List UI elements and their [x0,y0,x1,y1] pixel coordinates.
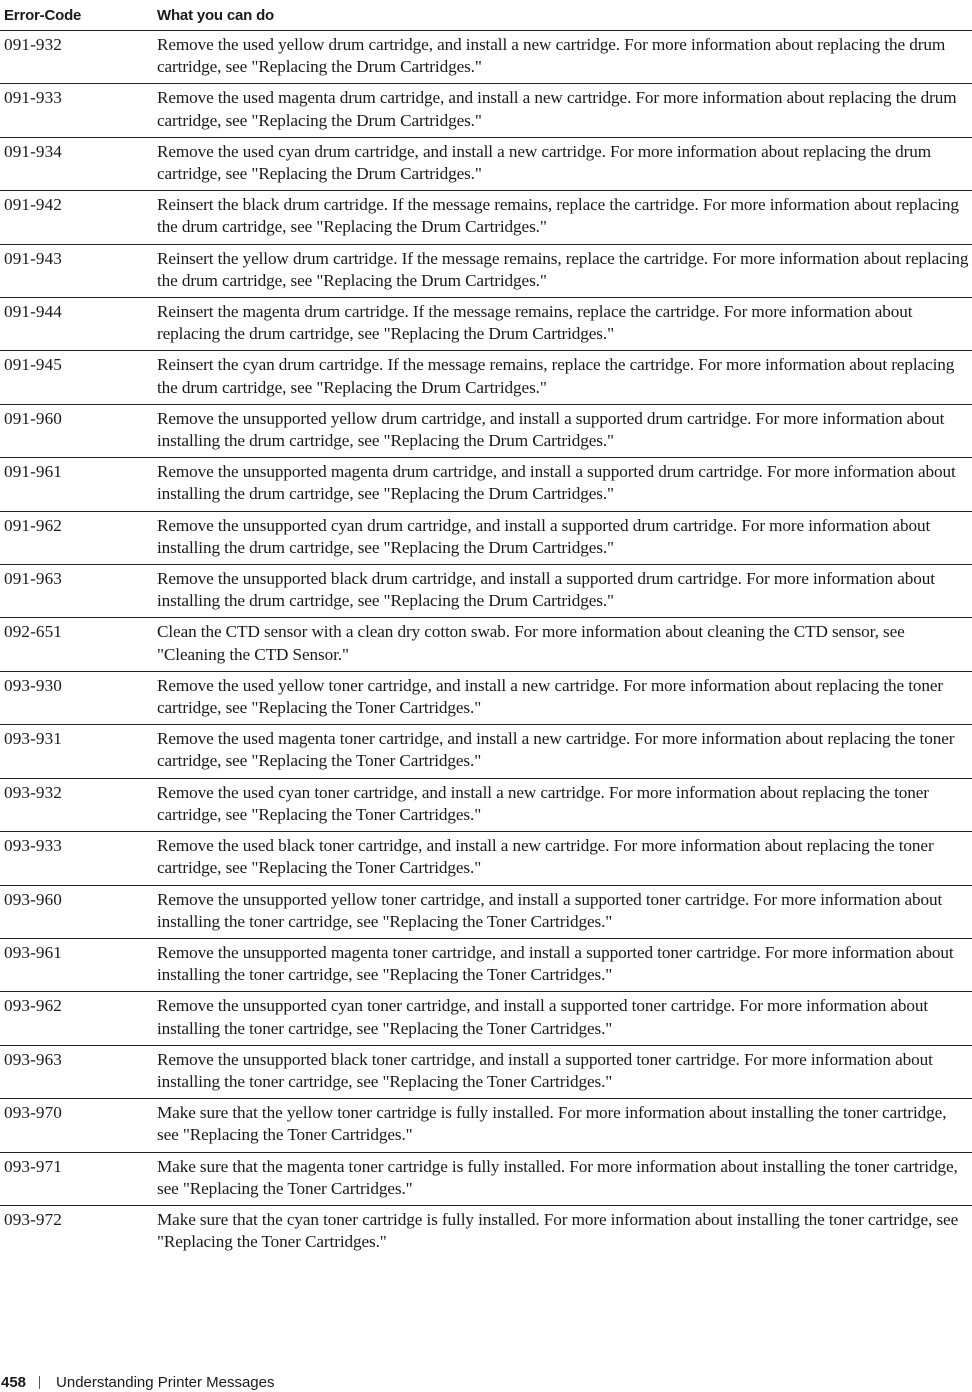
table-row [0,1152,972,1205]
error-code-cell: 091-934 [0,137,153,190]
action-cell: Remove the used cyan toner cartridge, and install a new cartridge. For more information about replacing the toner cartridge, see "Replacing the Toner Cartridges." [153,778,972,831]
action-header: What you can do [153,0,972,31]
action-cell: Remove the unsupported yellow drum cartridge, and install a supported drum cartridge. For more information about installing the drum cartridge, see "Replacing the Drum Cartridges." [153,404,972,457]
error-code-cell: 091-961 [0,458,153,511]
table-row [0,671,972,724]
action-cell: Make sure that the magenta toner cartridge is fully installed. For more information about installing the toner cartridge, see "Replacing the Toner Cartridges." [153,1152,972,1205]
error-code-cell: 091-945 [0,351,153,404]
table-row [0,511,972,564]
error-code-cell: 093-960 [0,885,153,938]
table-row [0,244,972,297]
table-row [0,885,972,938]
action-cell: Remove the unsupported cyan toner cartridge, and install a supported toner cartridge. For more information about installing the toner cartridge, see "Replacing the Toner Cartridges." [153,992,972,1045]
action-cell: Remove the used yellow drum cartridge, and install a new cartridge. For more information about replacing the drum cartridge, see "Replacing the Drum Cartridges." [153,31,972,84]
table-header-row [0,0,972,31]
error-code-cell: 093-962 [0,992,153,1045]
error-code-cell: 093-961 [0,938,153,991]
error-code-cell: 093-931 [0,725,153,778]
action-cell: Remove the unsupported black drum cartridge, and install a supported drum cartridge. For more information about installing the drum cartridge, see "Replacing the Drum Cartridges." [153,565,972,618]
action-cell: Reinsert the cyan drum cartridge. If the message remains, replace the cartridge. For more information about replacing the drum cartridge, see "Replacing the Drum Cartridges." [153,351,972,404]
error-code-cell: 093-972 [4,1209,62,1229]
error-code-cell: 093-971 [0,1152,153,1205]
action-cell: Remove the unsupported black toner cartridge, and install a supported toner cartridge. For more information about installing the toner cartridge, see "Replacing the Toner Cartridges." [153,1045,972,1098]
action-cell: Clean the CTD sensor with a clean dry cotton swab. For more information about cleaning the CTD sensor, see "Cleaning the CTD Sensor." [153,618,972,671]
action-cell: Make sure that the yellow toner cartridge is fully installed. For more information about installing the toner cartridge, see "Replacing the Toner Cartridges." [153,1099,972,1152]
table-body [0,31,972,1259]
action-cell: Reinsert the black drum cartridge. If the message remains, replace the cartridge. For more information about replacing the drum cartridge, see "Replacing the Drum Cartridges." [153,191,972,244]
action-cell: Remove the used yellow toner cartridge, and install a new cartridge. For more information about replacing the toner cartridge, see "Replacing the Toner Cartridges." [153,671,972,724]
action-cell: Reinsert the yellow drum cartridge. If the message remains, replace the cartridge. For more information about replacing the drum cartridge, see "Replacing the Drum Cartridges." [153,244,972,297]
action-cell: Remove the unsupported yellow toner cartridge, and install a supported toner cartridge. For more information about installing the toner cartridge, see "Replacing the Toner Cartridges." [153,885,972,938]
table-row [0,778,972,831]
table-row [0,938,972,991]
error-code-cell: 091-942 [0,191,153,244]
table-row [0,458,972,511]
section-title: Understanding Printer Messages [56,1373,275,1391]
table-row [0,404,972,457]
error-code-cell: 093-932 [0,778,153,831]
error-code-header: Error-Code [0,0,153,31]
action-cell: Remove the unsupported cyan drum cartridge, and install a supported drum cartridge. For more information about installing the drum cartridge, see "Replacing the Drum Cartridges." [153,511,972,564]
table-row [0,351,972,404]
table-row [0,1045,972,1098]
table-row [0,137,972,190]
error-code-cell: 091-963 [0,565,153,618]
action-cell: Remove the used black toner cartridge, and install a new cartridge. For more information about replacing the toner cartridge, see "Replacing the Toner Cartridges." [153,832,972,885]
error-code-cell: 091-944 [0,298,153,351]
error-code-cell: 091-962 [0,511,153,564]
error-code-cell: 091-933 [0,84,153,137]
table-row [0,298,972,351]
table-row [0,1099,972,1152]
error-code-cell: 093-930 [0,671,153,724]
page-number: 458 [1,1373,27,1391]
table-row [0,832,972,885]
error-code-cell: 091-932 [0,31,153,84]
error-code-cell: 093-933 [0,832,153,885]
table-row [0,992,972,1045]
table-row [0,725,972,778]
action-cell: Make sure that the cyan toner cartridge is fully installed. For more information about installing the toner cartridge, see "Replacing the Toner Cartridges." [157,1209,959,1252]
table-row [0,565,972,618]
action-cell: Remove the used magenta drum cartridge, and install a new cartridge. For more information about replacing the drum cartridge, see "Replacing the Drum Cartridges." [153,84,972,137]
error-code-cell: 093-970 [0,1099,153,1152]
action-cell: Remove the used cyan drum cartridge, and install a new cartridge. For more information about replacing the drum cartridge, see "Replacing the Drum Cartridges." [153,137,972,190]
action-cell: Remove the unsupported magenta drum cartridge, and install a supported drum cartridge. For more information about installing the drum cartridge, see "Replacing the Drum Cartridges." [153,458,972,511]
table-row [0,31,972,84]
error-code-cell: 091-943 [0,244,153,297]
error-code-cell: 092-651 [0,618,153,671]
action-cell: Remove the unsupported magenta toner cartridge, and install a supported toner cartridge. For more information about installing the toner cartridge, see "Replacing the Toner Cartridges." [153,938,972,991]
table-row [0,1205,972,1258]
action-cell: Reinsert the magenta drum cartridge. If the message remains, replace the cartridge. For more information about replacing the drum cartridge, see "Replacing the Drum Cartridges." [153,298,972,351]
table-row [0,84,972,137]
table-row [0,191,972,244]
page-footer [0,1372,274,1392]
error-code-cell: 093-963 [0,1045,153,1098]
table-row [0,618,972,671]
action-cell: Remove the used magenta toner cartridge, and install a new cartridge. For more information about replacing the toner cartridge, see "Replacing the Toner Cartridges." [153,725,972,778]
footer-divider [39,1376,40,1389]
error-code-cell: 091-960 [0,404,153,457]
